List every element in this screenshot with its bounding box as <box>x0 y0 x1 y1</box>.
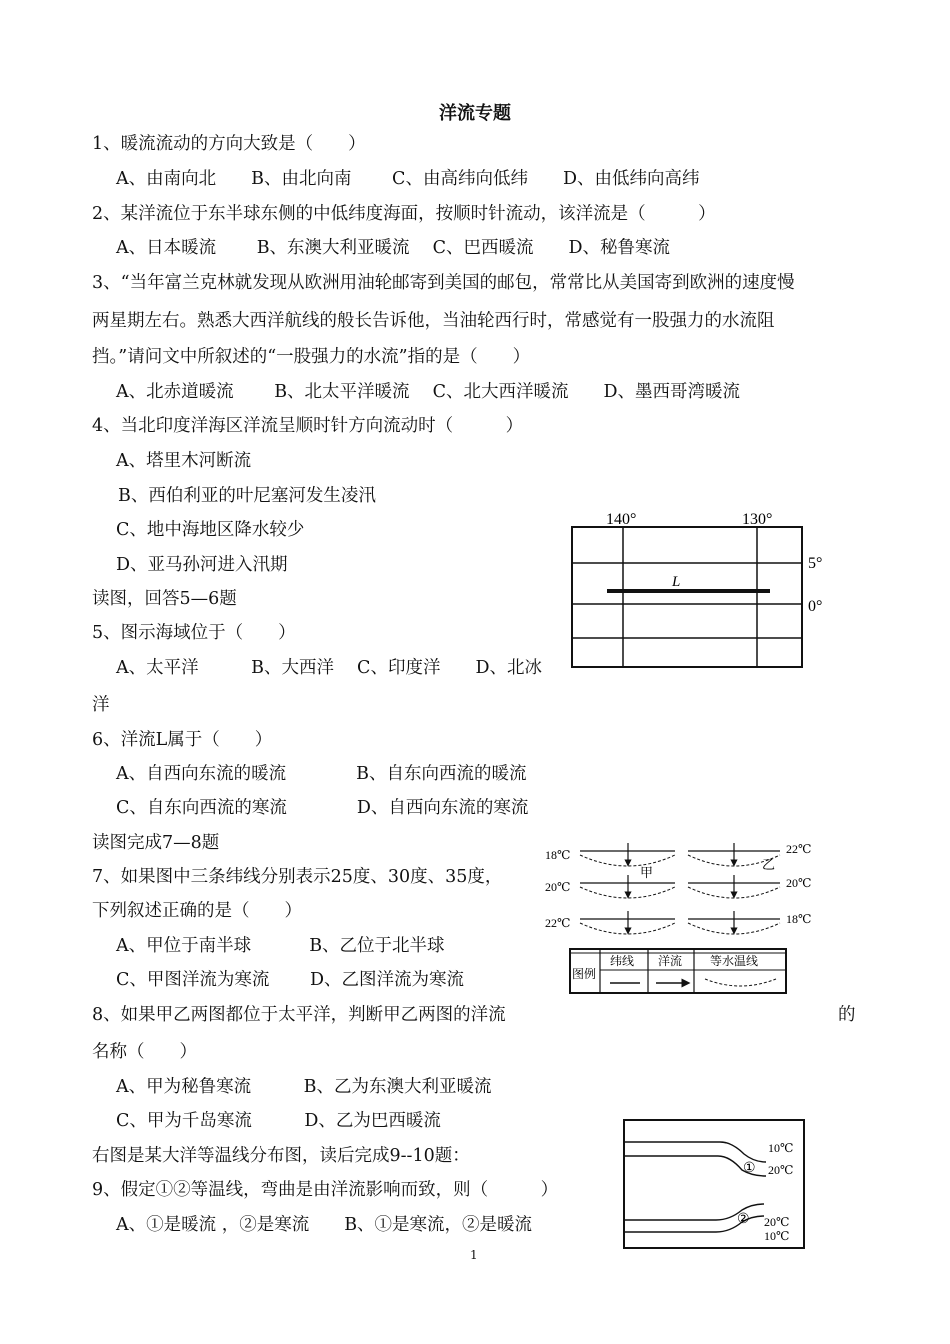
options-2: A、日本暖流 B、东澳大利亚暖流 C、巴西暖流 D、秘鲁寒流 <box>116 238 671 258</box>
options-5: A、太平洋 B、大西洋 C、印度洋 D、北冰 <box>116 658 542 678</box>
figure-jia-yi-currents <box>540 833 840 1005</box>
question-3-line3: 挡。”请问文中所叙述的“一股强力的水流”指的是（ ） <box>92 347 531 367</box>
label-jia: 甲 <box>640 865 654 880</box>
options-9: A、①是暖流 ，②是寒流 B、①是寒流，②是暖流 <box>116 1215 533 1235</box>
option-4a: A、塔里木河断流 <box>116 451 252 471</box>
option-4d: D、亚马孙河进入汛期 <box>116 555 288 575</box>
instruction-7-8: 读图完成7—8题 <box>92 833 220 853</box>
current-label-L: L <box>672 574 681 590</box>
yi-temp-1: 22℃ <box>786 842 812 856</box>
figure-isotherms <box>620 1116 810 1250</box>
page-title: 洋流专题 <box>439 103 511 124</box>
question-4: 4、当北印度洋海区洋流呈顺时针方向流动时（ ） <box>92 416 524 436</box>
question-1: 1、暖流流动的方向大致是（ ） <box>92 134 366 154</box>
options-7-ab: A、甲位于南半球 B、乙位于北半球 <box>116 936 445 956</box>
question-6: 6、洋流L属于（ ） <box>92 730 273 750</box>
options-6-ab: A、自西向东流的暖流 B、自东向西流的暖流 <box>116 764 527 784</box>
options-3: A、北赤道暖流 B、北太平洋暖流 C、北大西洋暖流 D、墨西哥湾暖流 <box>116 382 741 402</box>
isotherm-bottom-20: 20℃ <box>764 1215 790 1229</box>
options-5-wrap: 洋 <box>92 695 110 715</box>
options-8-ab: A、甲为秘鲁寒流 B、乙为东澳大利亚暖流 <box>116 1077 492 1097</box>
legend-col-current: 洋流 <box>658 954 683 968</box>
instruction-9-10: 右图是某大洋等温线分布图，读后完成9--10题： <box>92 1146 470 1166</box>
jia-temp-1: 18℃ <box>545 848 571 862</box>
question-8-line2: 名称（ ） <box>92 1042 197 1062</box>
lon-label-140: 140° <box>606 511 637 528</box>
option-4c: C、地中海地区降水较少 <box>116 520 305 540</box>
question-9: 9、假定①②等温线，弯曲是由洋流影响而致，则（ ） <box>92 1180 559 1200</box>
question-5: 5、图示海域位于（ ） <box>92 623 296 643</box>
option-4b: B、西伯利亚的叶尼塞河发生凌汛 <box>118 486 376 506</box>
lon-label-130: 130° <box>742 511 773 528</box>
question-3-line1: 3、“当年富兰克林就发现从欧洲用油轮邮寄到美国的邮包，常常比从美国寄到欧洲的速度慢 <box>92 273 795 293</box>
mark-1: ① <box>743 1161 756 1176</box>
diagram-jia <box>545 843 675 934</box>
legend-table <box>570 949 786 993</box>
diagram-yi <box>688 842 811 934</box>
isotherm-top-10: 10℃ <box>768 1141 794 1155</box>
mark-2: ② <box>737 1212 750 1227</box>
question-2: 2、某洋流位于东半球东侧的中低纬度海面，按顺时针流动，该洋流是（ ） <box>92 204 716 224</box>
yi-temp-3: 18℃ <box>786 912 812 926</box>
question-7-line1: 7、如果图中三条纬线分别表示25度、30度、35度， <box>92 867 503 887</box>
instruction-5-6: 读图，回答5—6题 <box>92 589 237 609</box>
lat-label-0: 0° <box>808 598 823 615</box>
isotherm-bottom-10: 10℃ <box>764 1229 790 1243</box>
question-8-line1-end: 的 <box>838 1005 856 1025</box>
legend-col-latitude: 纬线 <box>610 954 635 968</box>
jia-temp-2: 20℃ <box>545 880 571 894</box>
options-1: A、由南向北 B、由北向南 C、由高纬向低纬 D、由低纬向高纬 <box>116 169 700 189</box>
grid-frame <box>572 527 802 667</box>
legend-col-isotherm: 等水温线 <box>710 954 759 968</box>
options-6-cd: C、自东向西流的寒流 D、自西向东流的寒流 <box>116 798 529 818</box>
options-7-cd: C、甲图洋流为寒流 D、乙图洋流为寒流 <box>116 970 464 990</box>
options-8-cd: C、甲为千岛寒流 D、乙为巴西暖流 <box>116 1111 441 1131</box>
jia-temp-3: 22℃ <box>545 916 571 930</box>
label-yi: 乙 <box>762 857 776 872</box>
legend-title: 图例 <box>572 967 597 981</box>
figure-ocean-grid <box>560 505 850 675</box>
yi-temp-2: 20℃ <box>786 876 812 890</box>
page-number: 1 <box>470 1248 478 1262</box>
isotherm-top-20: 20℃ <box>768 1163 794 1177</box>
question-8-line1: 8、如果甲乙两图都位于太平洋，判断甲乙两图的洋流 <box>92 1005 506 1025</box>
lat-label-5: 5° <box>808 555 823 572</box>
question-3-line2: 两星期左右。熟悉大西洋航线的般长告诉他，当油轮西行时，常感觉有一股强力的水流阻 <box>92 311 775 331</box>
question-7-line2: 下列叙述正确的是（ ） <box>92 901 302 921</box>
